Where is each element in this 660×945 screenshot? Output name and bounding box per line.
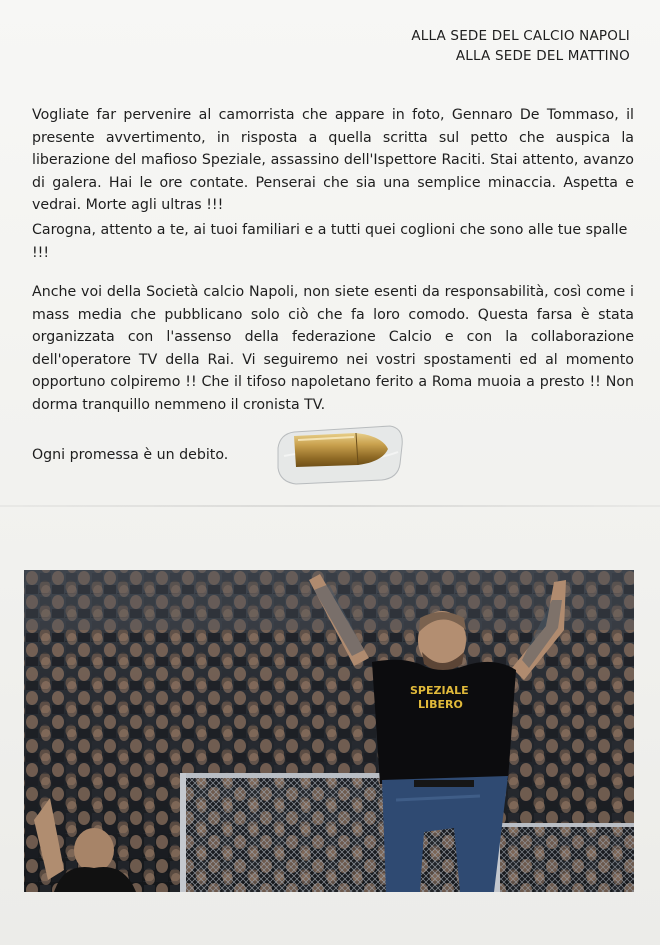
letter-paragraph-1: Vogliate far pervenire al camorrista che appare in foto, Gennaro De Tommaso, il presente avvertimento, in risposta a quella scritta sul petto che auspica la liberazione del mafioso Speziale, assassino dell'Ispettore Raciti. Stai attento, avanzo di galera. Hai le ore contate. Penserai che sia una semplice minaccia. Aspetta e vedrai. Morte agli ultras !!! xyxy=(32,107,634,213)
stadium-photo xyxy=(24,570,634,892)
paper-fold-line xyxy=(0,505,660,507)
letter-paragraph-3: Anche voi della Società calcio Napoli, non siete esenti da responsabilità, così come i mass media che pubblicano solo ciò che fa loro comodo. Questa farsa è stata organizzata con l'assenso della federazione Calcio e con la collaborazione dell'operatore TV della Rai. Vi seguiremo nei vostri spostamenti ed al momento opportuno colpiremo !! Che il tifoso napoletano ferito a Roma muoia a presto !! Non dorma tranquillo nemmeno il cronista TV. xyxy=(32,284,634,413)
bullet-in-plastic-bag xyxy=(272,412,407,492)
black-shirt xyxy=(372,660,516,784)
recipient-line-1: ALLA SEDE DEL CALCIO NAPOLI xyxy=(411,28,630,44)
letter-closing: Ogni promessa è un debito. xyxy=(32,447,229,463)
svg-text:SPEZIALE: SPEZIALE xyxy=(410,684,469,697)
letter-paragraph-2: Carogna, attento a te, ai tuoi familiari e a tutti quei coglioni che sono alle tue spalle !!! xyxy=(32,222,628,261)
recipient-line-2: ALLA SEDE DEL MATTINO xyxy=(455,48,630,64)
svg-text:LIBERO: LIBERO xyxy=(418,698,463,711)
recipient-address xyxy=(411,26,630,66)
